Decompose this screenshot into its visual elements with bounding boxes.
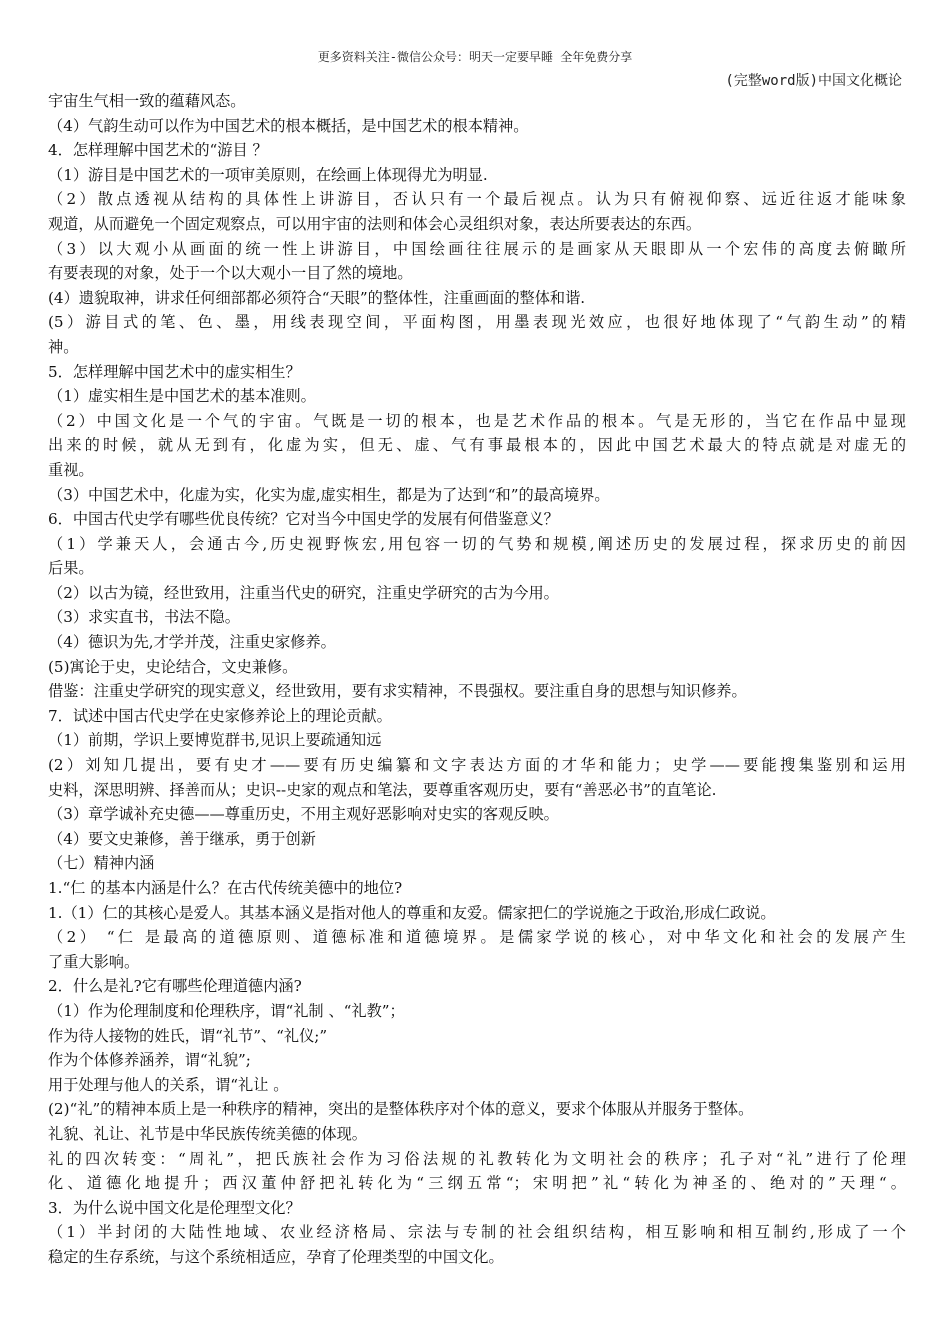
text-line: 出来的时候，就从无到有，化虚为实，但无、虚、气有事最根本的，因此中国艺术最大的特点就是对虚无的 (48, 436, 906, 455)
text-line: （4）气韵生动可以作为中国艺术的根本概括，是中国艺术的根本精神。 (48, 116, 529, 135)
text-line: (5）游目式的笔、色、墨，用线表现空间，平面构图，用墨表现光效应，也很好地体现了“气韵生动”的精 (48, 313, 906, 332)
text-line: 礼貌、礼让、礼节是中华民族传统美德的体现。 (48, 1124, 367, 1143)
text-line: （2）散点透视从结构的具体性上讲游目，否认只有一个最后视点。认为只有俯视仰察、远近往返才能味象 (48, 190, 906, 209)
text-line: （4）德识为先,才学并茂，注重史家修养。 (48, 633, 336, 652)
text-line: （2）中国文化是一个气的宇宙。气既是一切的根本，也是艺术作品的根本。气是无形的，当它在作品中显现 (48, 411, 906, 430)
text-line: 3．为什么说中国文化是伦理型文化？ (48, 1198, 301, 1217)
text-line: （4）要文史兼修，善于继承，勇于创新 (48, 829, 316, 848)
text-line: 宇宙生气相一致的蕴藉风态。 (48, 92, 246, 110)
text-line: 史料，深思明辨、择善而从；史识--史家的观点和笔法，要尊重客观历史，要有“善恶必书”的直笔论. (48, 780, 717, 799)
page-body (48, 89, 906, 1270)
text-line: （3）中国艺术中，化虚为实，化实为虚,虚实相生，都是为了达到“和”的最高境界。 (48, 485, 610, 504)
text-line: （3）章学诚补充史德——尊重历史，不用主观好恶影响对史实的客观反映。 (48, 805, 559, 824)
text-line: 作为待人接物的姓氏，谓“礼节”、“礼仪;” (48, 1026, 328, 1045)
text-line: 1.“仁 的基本内涵是什么？在古代传统美德中的地位? (48, 879, 403, 897)
text-line: （七）精神内涵 (48, 854, 155, 873)
text-line: （1）前期，学识上要博览群书,见识上要疏通知远 (48, 731, 382, 750)
text-line: （2） “仁 是最高的道德原则、道德标准和道德境界。是儒家学说的核心，对中华文化和社会的发展产生 (48, 928, 906, 947)
text-line: （1）学兼天人，会通古今,历史视野恢宏,用包容一切的气势和规模,阐述历史的发展过程，探求历史的前因 (48, 534, 906, 553)
text-line: 观道，从而避免一个固定观察点，可以用宇宙的法则和体会心灵组织对象，表达所要表达的东西。 (48, 214, 702, 233)
text-line: （1）游目是中国艺术的一项审美原则，在绘画上体现得尤为明显. (48, 165, 488, 184)
text-line: 6．中国古代史学有哪些优良传统？它对当今中国史学的发展有何借鉴意义？ (48, 510, 559, 529)
text-line: （2）以古为镜，经世致用，注重当代史的研究，注重史学研究的古为今用。 (48, 583, 559, 602)
text-line: 用于处理与他人的关系，谓“礼让 。 (48, 1075, 289, 1094)
text-line: （3）求实直书，书法不隐。 (48, 608, 240, 627)
text-line: 7．试述中国古代史学在史家修养论上的理论贡献。 (48, 706, 392, 725)
text-line: (4）遗貌取神，讲求任何细部都必须符合“天眼”的整体性，注重画面的整体和谐. (48, 288, 586, 307)
text-line: (2）刘知几提出，要有史才——要有历史编纂和文字表达方面的才华和能力；史学——要能搜集鉴别和运用 (48, 756, 906, 775)
text-line: 后果。 (48, 559, 94, 578)
top-note: 更多资料关注-微信公众号：明天一定要早睡 全年免费分享 (317, 50, 633, 64)
text-line: 借鉴：注重史学研究的现实意义，经世致用，要有求实精神，不畏强权。要注重自身的思想与知识修养。 (48, 682, 747, 701)
text-line: 化、道德化地提升；西汉董仲舒把礼转化为“三纲五常“；宋明把”礼“转化为神圣的、绝对的”天理“。 (48, 1174, 906, 1193)
text-line: 有要表现的对象，处于一个以大观小一目了然的境地。 (48, 264, 413, 283)
text-line: 2．什么是礼?它有哪些伦理道德内涵? (48, 977, 302, 996)
text-line: (5)寓论于史，史论结合，文史兼修。 (48, 657, 298, 676)
text-line: （3）以大观小从画面的统一性上讲游目，中国绘画往往展示的是画家从天眼即从一个宏伟的高度去俯瞰所 (48, 239, 906, 258)
text-line: 作为个体修养涵养，谓“礼貌”; (48, 1051, 251, 1070)
text-line: 重视。 (48, 460, 94, 479)
document-title: (完整word版)中国文化概论 (725, 73, 902, 89)
text-line: 1.（1）仁的其核心是爱人。其基本涵义是指对他人的尊重和友爱。儒家把仁的学说施之于政治,形成仁政说。 (48, 903, 776, 922)
text-line: 礼的四次转变：“周礼”，把氏族社会作为习俗法规的礼教转化为文明社会的秩序；孔子对“礼”进行了伦理 (48, 1149, 906, 1168)
text-line: 5．怎样理解中国艺术中的虚实相生？ (48, 362, 301, 381)
text-line: （1）半封闭的大陆性地域、农业经济格局、宗法与专制的社会组织结构，相互影响和相互制约,形成了一个 (48, 1223, 906, 1242)
text-line: (2)“礼”的精神本质上是一种秩序的精神，突出的是整体秩序对个体的意义，要求个体服从并服务于整体。 (48, 1100, 754, 1119)
text-line: 稳定的生存系统，与这个系统相适应，孕育了伦理类型的中国文化。 (48, 1247, 504, 1266)
text-line: （1）作为伦理制度和伦理秩序，谓“礼制 、“礼教”； (48, 1001, 405, 1020)
text-line: 4．怎样理解中国艺术的“游目 ？ (48, 141, 268, 160)
text-line: 神。 (48, 337, 79, 356)
text-line: （1）虚实相生是中国艺术的基本准则。 (48, 387, 316, 406)
text-line: 了重大影响。 (48, 952, 140, 971)
